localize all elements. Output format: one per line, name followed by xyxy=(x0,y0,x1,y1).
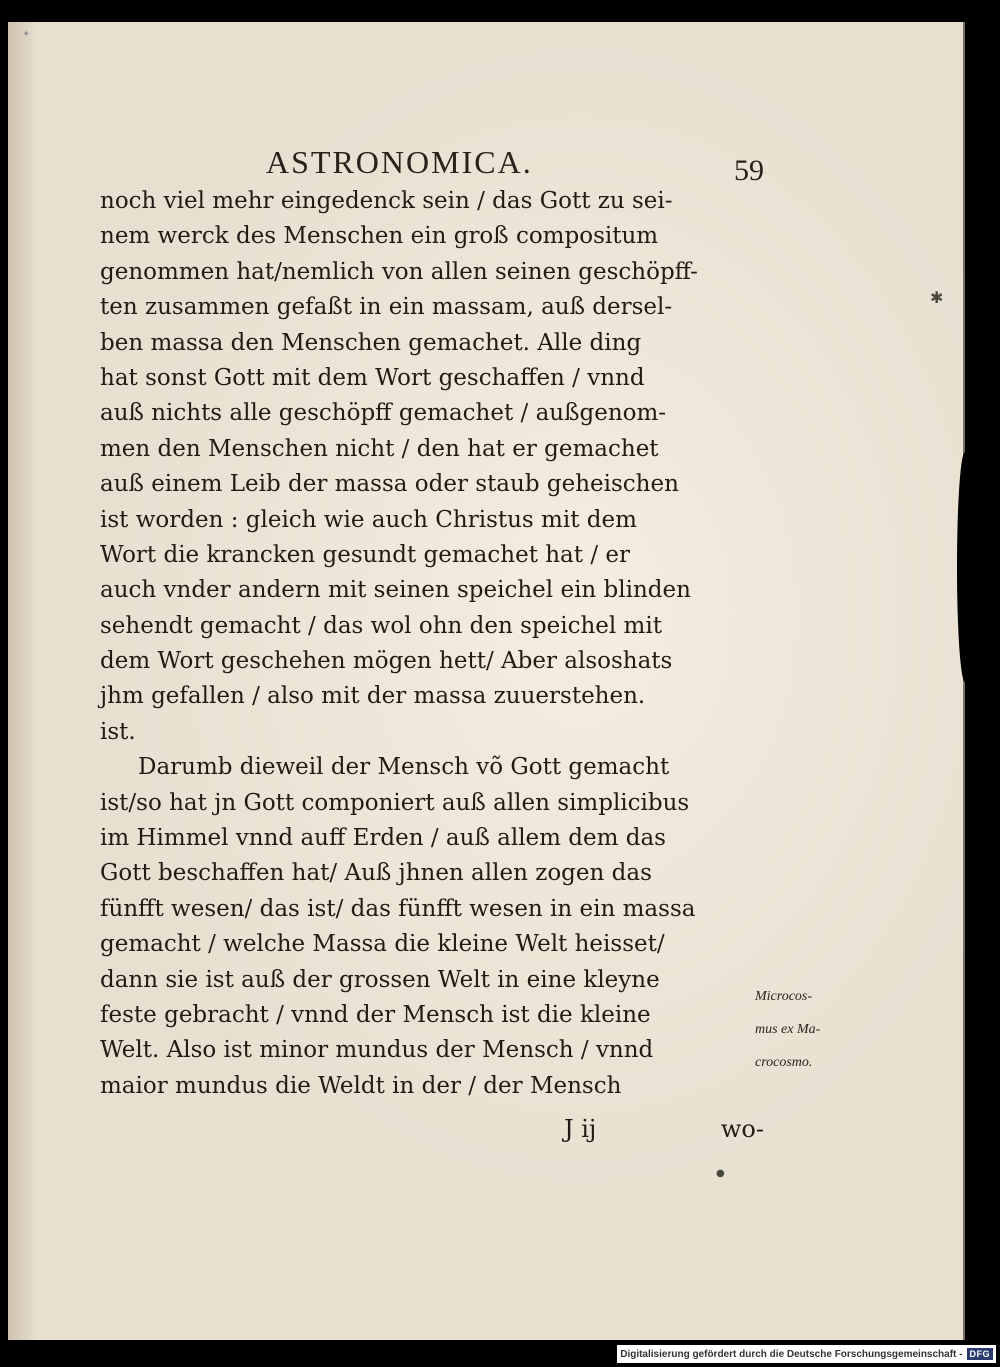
margin-note-line: Microcos- xyxy=(755,989,813,1004)
running-head: ASTRONOMICA. xyxy=(266,144,533,180)
text-line: auß einem Leib der massa oder staub geheischen xyxy=(100,471,679,498)
digitization-credit xyxy=(617,1345,996,1363)
text-line: auch vnder andern mit seinen speichel ein blinden xyxy=(100,577,691,604)
body-text xyxy=(100,184,770,1104)
dfg-logo: DFG xyxy=(967,1348,994,1360)
text-line: hat sonst Gott mit dem Wort geschaffen / vnnd xyxy=(100,364,645,391)
text-line: ist. xyxy=(100,718,136,745)
text-line: men den Menschen nicht / den hat er gemachet xyxy=(100,435,659,462)
crop-mark-icon: ✦ xyxy=(22,29,31,40)
catchword-line xyxy=(564,1115,764,1143)
text-line: jhm gefallen / also mit der massa zuuerstehen. xyxy=(100,683,646,710)
text-line: Darumb dieweil der Mensch võ Gott gemacht xyxy=(138,754,670,781)
text-line: ist/so hat jn Gott componiert auß allen simplicibus xyxy=(100,789,690,816)
text-line: nem werck des Menschen ein groß compositum xyxy=(100,223,659,250)
text-line: auß nichts alle geschöpff gemachet / außgenom- xyxy=(100,400,667,427)
text-line: maior mundus die Weldt in der / der Mensch xyxy=(100,1072,622,1099)
credit-text: Digitalisierung gefördert durch die Deutsche Forschungsgemeinschaft - xyxy=(620,1348,963,1360)
ink-speck-icon: ● xyxy=(716,1168,725,1179)
text-line: dem Wort geschehen mögen hett/ Aber alsoshats xyxy=(100,648,673,675)
page-edge-notch xyxy=(957,452,973,682)
text-line: ten zusammen gefaßt in ein massam, auß dersel- xyxy=(100,294,673,321)
text-line: sehendt gemacht / das wol ohn den speichel mit xyxy=(100,612,662,639)
margin-note xyxy=(755,980,820,1079)
signature-mark: J ij xyxy=(564,1115,597,1143)
page-number: 59 xyxy=(734,154,764,187)
ink-speck-icon: ✱ xyxy=(930,288,944,307)
text-line: genommen hat/nemlich von allen seinen geschöpff- xyxy=(100,258,698,285)
text-line: dann sie ist auß der grossen Welt in eine kleyne xyxy=(100,966,660,993)
book-page xyxy=(8,22,965,1340)
text-line: noch viel mehr eingedenck sein / das Gott zu sei- xyxy=(100,188,673,214)
text-line: Welt. Also ist minor mundus der Mensch / vnnd xyxy=(100,1037,654,1064)
margin-note-line: crocosmo. xyxy=(755,1055,813,1070)
catchword: wo- xyxy=(720,1115,764,1143)
text-line: Gott beschaffen hat/ Auß jhnen allen zogen das xyxy=(100,860,652,887)
text-line: fünfft wesen/ das ist/ das fünfft wesen in ein massa xyxy=(100,895,696,922)
margin-note-line: mus ex Ma- xyxy=(755,1022,821,1037)
text-line: feste gebracht / vnnd der Mensch ist die kleine xyxy=(100,1001,651,1028)
text-line: gemacht / welche Massa die kleine Welt heisset/ xyxy=(100,931,665,958)
text-line: ben massa den Menschen gemachet. Alle ding xyxy=(100,329,642,356)
text-line: Wort die krancken gesundt gemachet hat / er xyxy=(100,541,630,568)
text-line: ist worden : gleich wie auch Christus mit dem xyxy=(100,506,637,533)
text-line: im Himmel vnnd auff Erden / auß allem dem das xyxy=(100,825,666,852)
